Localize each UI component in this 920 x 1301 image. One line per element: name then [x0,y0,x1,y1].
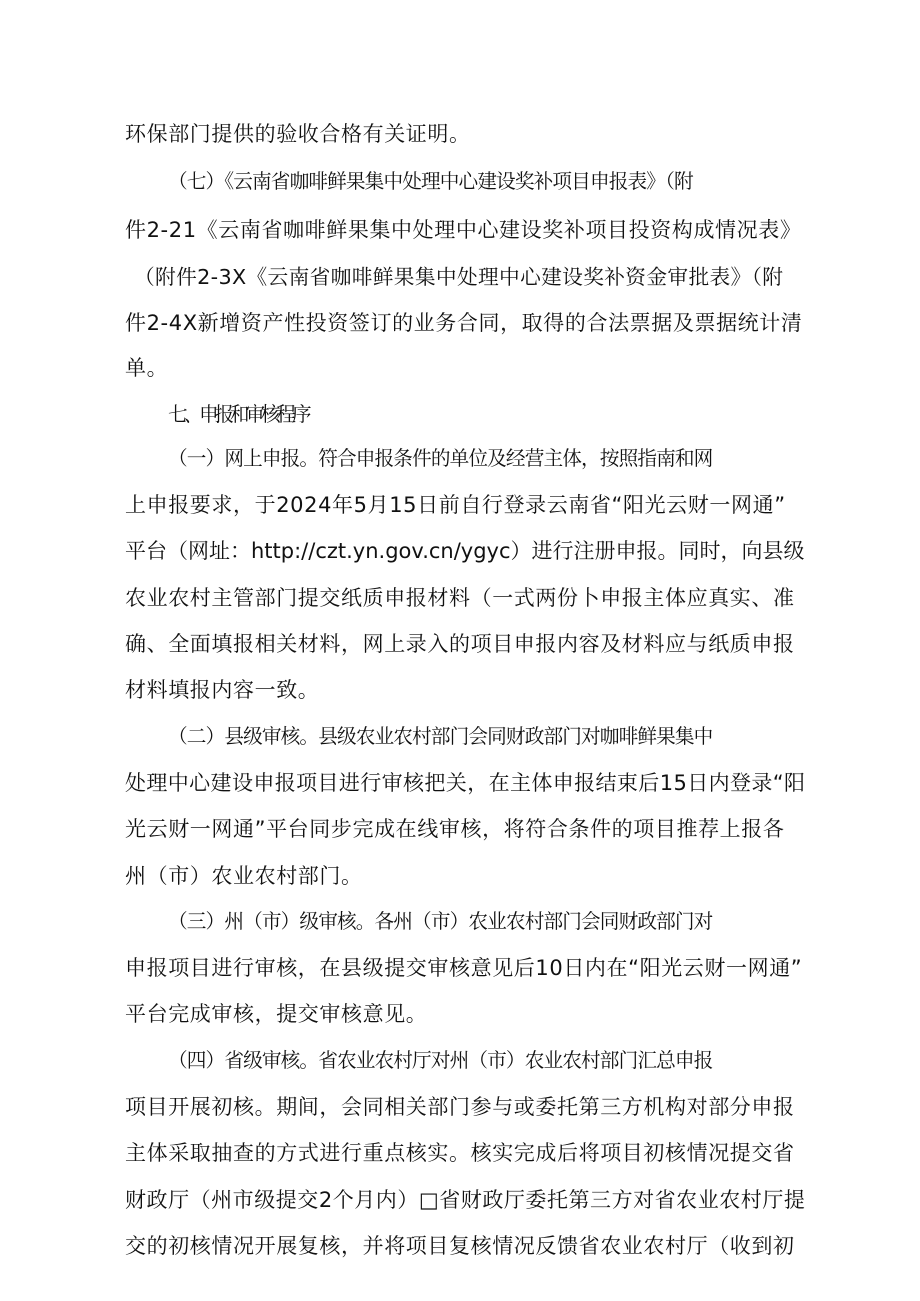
text-line: 件2-21《云南省咖啡鲜果集中处理中心建设奖补项目投资构成情况表》 [125,218,802,242]
text-line: （一）网上申报。符合申报条件的单位及经营主体，按照指南和网 [168,447,713,470]
text-line: 确、全面填报相关材料，网上录入的项目申报内容及材料应与纸质申报 [125,632,795,656]
section-heading: 七、申报和审核程序 [168,403,308,426]
text-line: （三）州（市）级审核。各州（市）农业农村部门会同财政部门对 [168,910,713,933]
text-line: 申报项目进行审核，在县级提交审核意见后10日内在“阳光云财一网通” [125,956,803,980]
text-line: 平台完成审核，提交审核意见。 [125,1002,428,1026]
text-line: 材料填报内容一致。 [125,678,320,702]
text-line: （二）县级审核。县级农业农村部门会同财政部门对咖啡鲜果集中 [168,725,713,748]
text-line: （七）《云南省咖啡鲜果集中处理中心建设奖补项目申报表》（附 [168,170,693,193]
text-line: 件2-4X新增资产性投资签订的业务合同，取得的合法票据及票据统计清 [125,311,803,335]
text-line: 环保部门提供的验收合格有关证明。 [125,122,471,146]
text-line: （附件2-3X《云南省咖啡鲜果集中处理中心建设奖补资金审批表》（附 [134,265,784,289]
text-line: 项目开展初核。期间，会同相关部门参与或委托第三方机构对部分申报 [125,1095,795,1119]
text-line: 平台（网址：http://czt.yn.gov.cn/ygyc）进行注册申报。同时，向县级 [125,539,805,563]
text-line: 交的初核情况开展复核，并将项目复核情况反馈省农业农村厅（收到初 [125,1234,795,1258]
text-line: 光云财一网通”平台同步完成在线审核，将符合条件的项目推荐上报各 [125,817,785,841]
text-line: 单。 [125,356,169,380]
text-line: 主体采取抽查的方式进行重点核实。核实完成后将项目初核情况提交省 [125,1141,795,1165]
text-line: 上申报要求，于2024年5月15日前自行登录云南省“阳光云财一网通” [125,493,786,517]
text-line: 处理中心建设申报项目进行审核把关，在主体申报结束后15日内登录“阳 [125,771,806,795]
text-line: 农业农村主管部门提交纸质申报材料（一式两份卜申报主体应真实、准 [125,586,795,610]
text-line: （四）省级审核。省农业农村厅对州（市）农业农村部门汇总申报 [168,1049,713,1072]
text-line: 财政厅（州市级提交2个月内）□省财政厅委托第三方对省农业农村厅提 [125,1188,806,1212]
text-line: 州（市）农业农村部门。 [125,864,363,888]
